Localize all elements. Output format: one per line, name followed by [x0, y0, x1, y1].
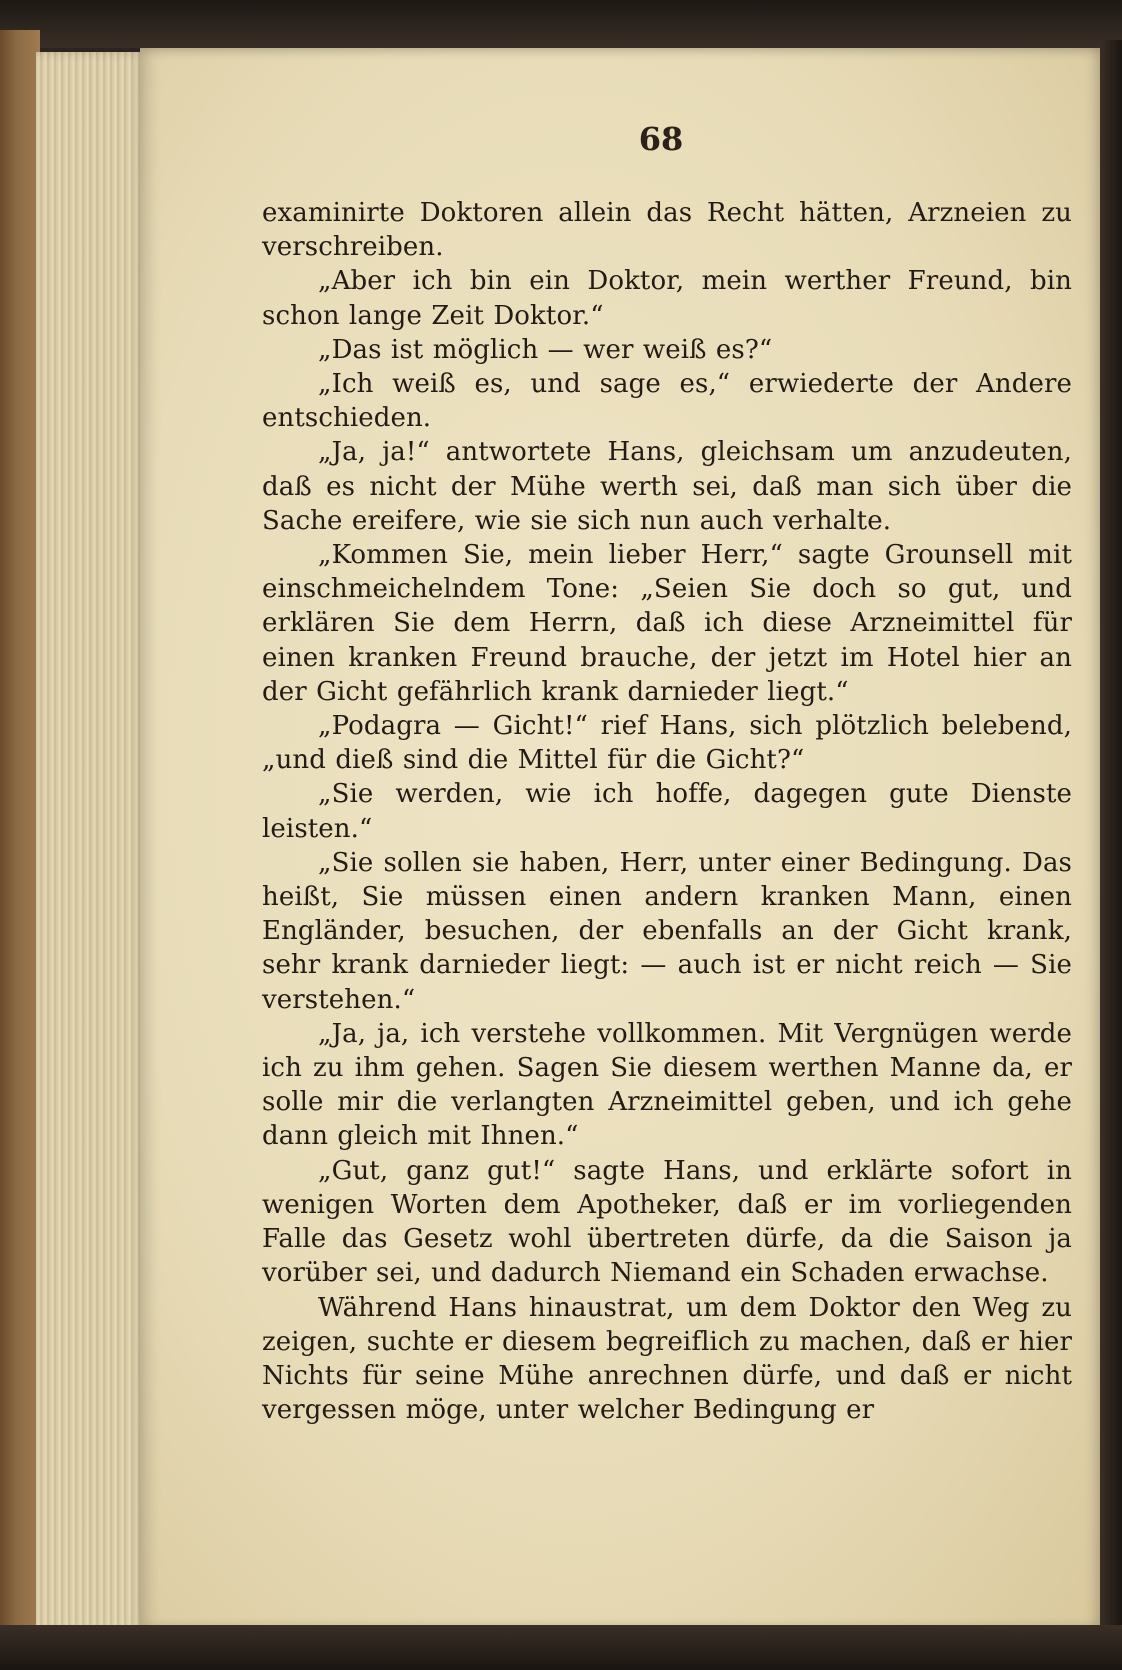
book-cover-left [0, 30, 40, 1640]
paragraph: „Ja, ja, ich verstehe vollkommen. Mit Vergnügen werde ich zu ihm gehen. Sagen Sie diesem werthen Manne da, er solle mir die verlangten Arzneimittel geben, und ich gehe dann gleich mit Ihnen.“ [262, 1018, 1072, 1152]
paragraph: „Sie werden, wie ich hoffe, dagegen gute Dienste leisten.“ [262, 779, 1072, 844]
paragraph: „Das ist möglich — wer weiß es?“ [318, 334, 773, 365]
paragraph: „Aber ich bin ein Doktor, mein werther Freund, bin schon lange Zeit Doktor.“ [262, 266, 1072, 331]
book-cover-bottom [0, 1625, 1122, 1670]
page-edges [36, 52, 146, 1632]
paragraph: Während Hans hinaustrat, um dem Doktor den Weg zu zeigen, suchte er diesem begreiflich zu machen, daß er hier Nichts für seine Mühe anrechnen dürfe, und daß er nicht vergessen möge, unter welcher Bedingung er [262, 1292, 1072, 1426]
book-cover-top [0, 0, 1122, 48]
paragraph: „Podagra — Gicht!“ rief Hans, sich plötzlich belebend, „und dieß sind die Mittel für die Gicht?“ [262, 711, 1072, 776]
page-number: 68 [638, 120, 684, 158]
body-text [262, 196, 1072, 1427]
paragraph: „Sie sollen sie haben, Herr, unter einer Bedingung. Das heißt, Sie müssen einen andern kranken Mann, einen Engländer, besuchen, der ebenfalls an der Gicht krank, sehr krank darnieder liegt: — auch ist er nicht reich — Sie verstehen.“ [262, 847, 1072, 1015]
paragraph: „Ich weiß es, und sage es,“ erwiederte der Andere entschieden. [262, 369, 1072, 434]
paragraph: „Gut, ganz gut!“ sagte Hans, und erklärte sofort in wenigen Worten dem Apotheker, daß er im vorliegenden Falle das Gesetz wohl übertreten dürfe, da die Saison ja vorüber sei, und dadurch Niemand ein Schaden erwachse. [262, 1155, 1072, 1289]
paragraph: „Ja, ja!“ antwortete Hans, gleichsam um anzudeuten, daß es nicht der Mühe werth sei, daß man sich über die Sache ereifere, wie sie sich nun auch verhalte. [262, 437, 1072, 536]
paragraph: „Kommen Sie, mein lieber Herr,“ sagte Grounsell mit einschmeichelndem Tone: „Seien Sie doch so gut, und erklären Sie dem Herrn, daß ich diese Arzneimittel für einen kranken Freund brauche, der jetzt im Hotel hier an der Gicht gefährlich krank darnieder liegt.“ [262, 540, 1072, 707]
paragraph: examinirte Doktoren allein das Recht hätten, Arzneien zu verschreiben. [262, 198, 1072, 263]
book-gutter-right [1100, 40, 1122, 1640]
